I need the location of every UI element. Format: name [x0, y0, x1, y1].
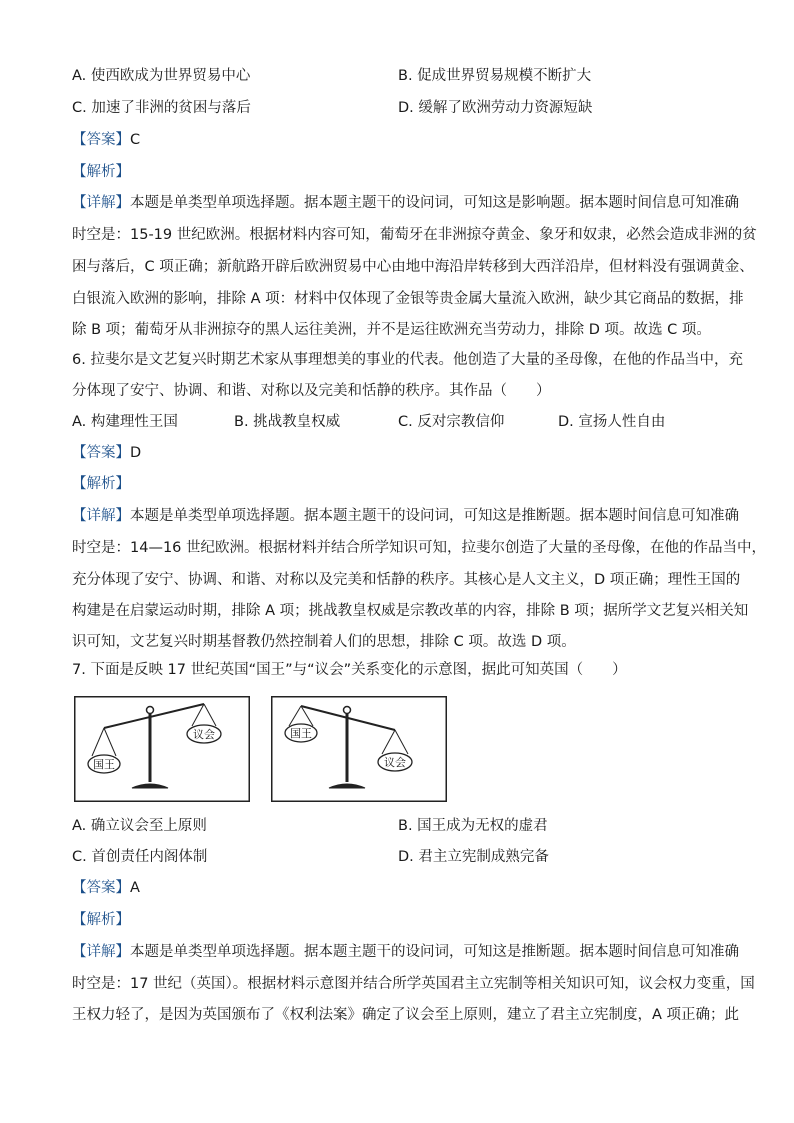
option-d: D. 君主立宪制成熟完备 — [398, 849, 549, 865]
analysis-tag: 【解析】 — [72, 164, 130, 180]
option-d: D. 缓解了欧洲劳动力资源短缺 — [398, 100, 593, 116]
king-label: 国王 — [93, 758, 115, 771]
option-c: C. 加速了非洲的贫困与落后 — [72, 100, 251, 116]
analysis-tag: 【解析】 — [72, 476, 130, 492]
question-stem: 7. 下面是反映 17 世纪英国“国王”与“议会”关系变化的示意图，据此可知英国（ ） — [72, 662, 627, 678]
option-b: B. 挑战教皇权威 — [234, 414, 341, 430]
answer-value: C — [130, 132, 141, 148]
option-d: D. 宣扬人性自由 — [558, 414, 666, 430]
detail-line: 【详解】本题是单类型单项选择题。据本题主题干的设问词，可知这是推断题。据本题时间信息可知准确 — [72, 944, 739, 960]
detail-tag: 【详解】 — [72, 944, 130, 960]
option-c: C. 首创责任内阁体制 — [72, 849, 208, 865]
detail-line: 识可知，文艺复兴时期基督教仍然控制着人们的思想，排除 C 项。故选 D 项。 — [72, 634, 576, 650]
answer-line — [72, 878, 140, 898]
detail-line: 困与落后，C 项正确；新航路开辟后欧洲贸易中心由地中海沿岸转移到大西洋沿岸，但材料没有强调黄金、 — [72, 259, 754, 275]
detail-line: 王权力轻了，是因为英国颁布了《权利法案》确定了议会至上原则，建立了君主立宪制度，A 项正确；此 — [72, 1007, 740, 1023]
scale-figure-parliament-heavy — [271, 696, 447, 802]
option-c: C. 反对宗教信仰 — [398, 414, 505, 430]
scale-figure-king-heavy — [74, 696, 250, 802]
parliament-label: 议会 — [193, 728, 215, 741]
question-stem: 分体现了安宁、协调、和谐、对称以及完美和恬静的秩序。其作品（ ） — [72, 383, 551, 399]
option-a: A. 确立议会至上原则 — [72, 818, 207, 834]
detail-line: 充分体现了安宁、协调、和谐、对称以及完美和恬静的秩序。其核心是人文主义，D 项正确；理性王国的 — [72, 572, 741, 588]
detail-line: 白银流入欧洲的影响，排除 A 项：材料中仅体现了金银等贵金属大量流入欧洲，缺少其它商品的数据，排 — [72, 291, 744, 307]
answer-value: A — [130, 880, 140, 896]
answer-line — [72, 443, 141, 463]
option-a: A. 使西欧成为世界贸易中心 — [72, 68, 251, 84]
detail-line: 时空是：17 世纪（英国）。根据材料示意图并结合所学英国君主立宪制等相关知识可知，议会权力变重，国 — [72, 976, 755, 992]
detail-tag: 【详解】 — [72, 508, 130, 524]
detail-line: 【详解】本题是单类型单项选择题。据本题主题干的设问词，可知这是影响题。据本题时间信息可知准确 — [72, 195, 739, 211]
analysis-tag: 【解析】 — [72, 912, 130, 928]
answer-tag: 【答案】 — [72, 132, 130, 148]
answer-line — [72, 130, 140, 150]
detail-line: 时空是：14—16 世纪欧洲。根据材料并结合所学知识可知，拉斐尔创造了大量的圣母像，在他的作品当中， — [72, 540, 767, 556]
answer-value: D — [130, 445, 142, 461]
option-b: B. 国王成为无权的虚君 — [398, 818, 548, 834]
answer-tag: 【答案】 — [72, 445, 130, 461]
detail-line: 【详解】本题是单类型单项选择题。据本题主题干的设问词，可知这是推断题。据本题时间信息可知准确 — [72, 508, 739, 524]
detail-line: 时空是：15-19 世纪欧洲。根据材料内容可知，葡萄牙在非洲掠夺黄金、象牙和奴隶，必然会造成非洲的贫 — [72, 227, 757, 243]
option-b: B. 促成世界贸易规模不断扩大 — [398, 68, 592, 84]
detail-line: 除 B 项；葡萄牙从非洲掠夺的黑人运往美洲，并不是运往欧洲充当劳动力，排除 D 项。故选 C 项。 — [72, 322, 711, 338]
question-stem: 6. 拉斐尔是文艺复兴时期艺术家从事理想美的事业的代表。他创造了大量的圣母像，在他的作品当中，充 — [72, 352, 743, 368]
parliament-label: 议会 — [384, 756, 406, 769]
answer-tag: 【答案】 — [72, 880, 130, 896]
detail-line: 构建是在启蒙运动时期，排除 A 项；挑战教皇权威是宗教改革的内容，排除 B 项；据所学文艺复兴相关知 — [72, 603, 749, 619]
king-label: 国王 — [290, 727, 312, 740]
detail-tag: 【详解】 — [72, 195, 130, 211]
option-a: A. 构建理性王国 — [72, 414, 178, 430]
